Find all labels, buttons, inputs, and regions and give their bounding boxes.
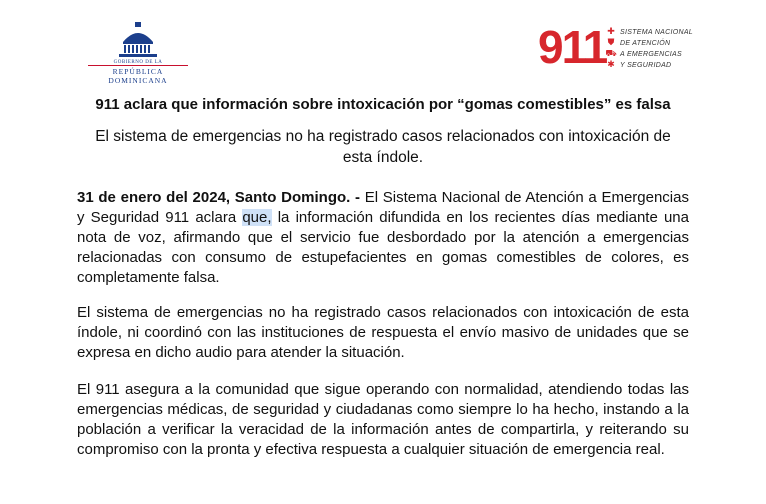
emergency-logo-number: 911	[538, 21, 607, 73]
paragraph-2: El sistema de emergencias no ha registrado casos relacionados con intoxicación de esta índole, ni coordinó con las instituciones de respuesta el envío masivo de unidades que se expresa en dicho audio para atender la situación.	[77, 304, 689, 361]
emergency-logo-icons	[604, 26, 618, 70]
paragraph-1	[77, 188, 689, 288]
government-logo	[88, 22, 188, 85]
emergency-logo-text	[620, 27, 740, 71]
emergency-logo-line: Y SEGURIDAD	[620, 62, 672, 69]
star-of-life-icon: ✱	[607, 59, 615, 69]
emergency-logo-line: A EMERGENCIAS	[620, 51, 682, 58]
press-release-title: 911 aclara que información sobre intoxicación por “gomas comestibles” es falsa	[95, 96, 671, 113]
text-selection-highlight[interactable]: que,	[242, 209, 272, 226]
shield-icon: ⛊	[607, 37, 615, 47]
paragraph-1-text-b: la información difundida en los recientes días mediante una nota de voz, afirmando que el servicio fue desbordado por la atención a emergencias relacionadas con consumo de estupefacientes en gomas comestibles de colores, es completamente falsa.	[77, 209, 689, 286]
capitol-dome-icon	[115, 22, 161, 58]
document-header	[0, 0, 766, 85]
gov-logo-name: REPÚBLICA DOMINICANA	[88, 65, 188, 85]
gov-logo-top-text: GOBIERNO DE LA	[113, 60, 163, 65]
paragraph-1-text-a: El Sistema Nacional de Atención a Emergencias y Seguridad 911 aclara	[77, 189, 689, 226]
paragraph-3: El 911 asegura a la comunidad que sigue operando con normalidad, atendiendo todas las emergencias médicas, de seguridad y ciudadanas como siempre lo ha hecho, instando a la población a verificar la veracidad de la información antes de compartirla, y reiterando su compromiso con la pronta y efectiva respuesta a cualquier situación de emergencia real.	[77, 381, 689, 458]
dateline: 31 de enero del 2024, Santo Domingo. -	[77, 189, 361, 206]
ambulance-icon: ⛟	[605, 48, 617, 58]
emergency-logo-line: DE ATENCIÓN	[620, 40, 671, 47]
press-release-subtitle: El sistema de emergencias no ha registrado casos relacionados con intoxicación de esta índole.	[95, 128, 671, 166]
emergency-logo-line: SISTEMA NACIONAL	[620, 29, 693, 36]
medical-cross-icon: ✚	[607, 26, 615, 36]
